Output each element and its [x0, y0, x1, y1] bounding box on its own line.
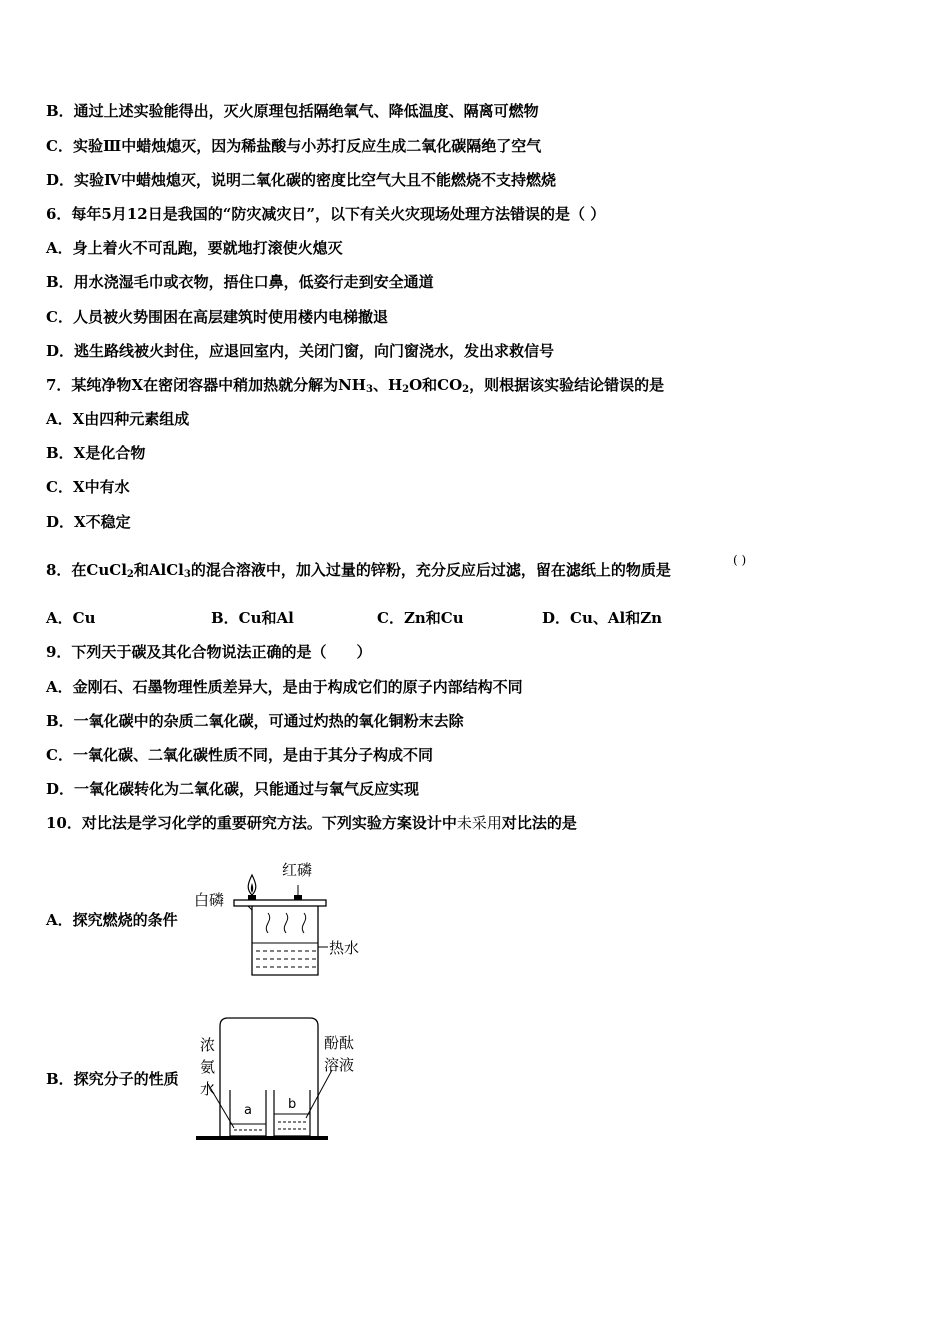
q8-stem: 8．在CuCl$_2$和AlCl$_3$的混合溶液中，加入过量的锌粉，充分反应后过滤，留在滤纸上的物质是: [46, 561, 671, 580]
red-phosphorus: [294, 895, 302, 900]
q6-option-d: D．逃生路线被火封住，应退回室内，关闭门窗，向门窗浇水，发出求救信号: [46, 342, 555, 360]
hot-water-label: 热水: [329, 939, 360, 957]
q6-option-a: A．身上着火不可乱跑，要就地打滚使火熄灭: [46, 239, 343, 257]
white-phosphorus-label: 白磷: [194, 891, 225, 909]
q8-answer-paren: ( ): [733, 553, 747, 567]
q10-stem: 10．对比法是学习化学的重要研究方法。下列实验方案设计中未采用对比法的是: [46, 814, 577, 832]
beaker-b-label: b: [288, 1097, 297, 1112]
q7-option-c: C．X中有水: [46, 478, 130, 496]
q9-option-b: B．一氧化碳中的杂质二氧化碳，可通过灼热的氧化铜粉末去除: [46, 712, 464, 730]
q6-option-b: B．用水浇湿毛巾或衣物，捂住口鼻，低姿行走到安全通道: [46, 273, 434, 291]
beaker: [252, 906, 318, 975]
molecule-diagram: [190, 1012, 370, 1142]
q9-option-a: A．金刚石、石墨物理性质差异大，是由于构成它们的原子内部结构不同: [46, 678, 523, 696]
phenolphthalein-label-1: 酚酞: [324, 1034, 355, 1052]
bell-jar: [220, 1018, 318, 1138]
copper-plate: [234, 900, 326, 906]
q6-stem: 6．每年5月12日是我国的“防灾减灾日”，以下有关火灾现场处理方法错误的是（ ）: [46, 205, 606, 223]
hot-water: [256, 951, 316, 967]
q8-option-d: D．Cu、Al和Zn: [542, 609, 663, 627]
q7-option-a: A．X由四种元素组成: [46, 410, 190, 428]
q10-option-b: B．探究分子的性质: [46, 1070, 179, 1088]
q5-option-b: B．通过上述实验能得出，灭火原理包括隔绝氧气、降低温度、隔离可燃物: [46, 102, 539, 120]
ammonia-label-3: 水: [200, 1080, 216, 1098]
q7-stem: 7．某纯净物X在密闭容器中稍加热就分解为$NH_3$、$H_2O$和$CO_2$，则根据该实验结论错误的是: [46, 376, 665, 395]
combustion-diagram: [190, 855, 370, 985]
q10-option-a: A．探究燃烧的条件: [46, 911, 178, 929]
ammonia-label-2: 氨: [200, 1058, 216, 1076]
phenolphthalein-label-2: 溶液: [324, 1056, 355, 1074]
q6-option-c: C．人员被火势围困在高层建筑时使用楼内电梯撤退: [46, 308, 388, 326]
q7-option-d: D．X不稳定: [46, 513, 131, 531]
ammonia-label-1: 浓: [200, 1036, 216, 1054]
q9-stem: 9．下列天于碳及其化合物说法正确的是（ ）: [46, 643, 372, 661]
beaker-a-label: a: [244, 1103, 252, 1118]
q8-option-c: C．Zn和Cu: [377, 609, 464, 627]
q5-option-c: C．实验Ⅲ中蜡烛熄灭，因为稀盐酸与小苏打反应生成二氧化碳隔绝了空气: [46, 137, 542, 155]
red-phosphorus-label: 红磷: [282, 861, 313, 879]
q9-option-d: D．一氧化碳转化为二氧化碳，只能通过与氧气反应实现: [46, 780, 420, 798]
q9-option-c: C．一氧化碳、二氧化碳性质不同，是由于其分子构成不同: [46, 746, 433, 764]
q8-option-b: B．Cu和Al: [211, 609, 294, 627]
q8-option-a: A．Cu: [46, 609, 96, 627]
q7-option-b: B．X是化合物: [46, 444, 146, 462]
q5-option-d: D．实验Ⅳ中蜡烛熄灭，说明二氧化碳的密度比空气大且不能燃烧不支持燃烧: [46, 171, 557, 189]
